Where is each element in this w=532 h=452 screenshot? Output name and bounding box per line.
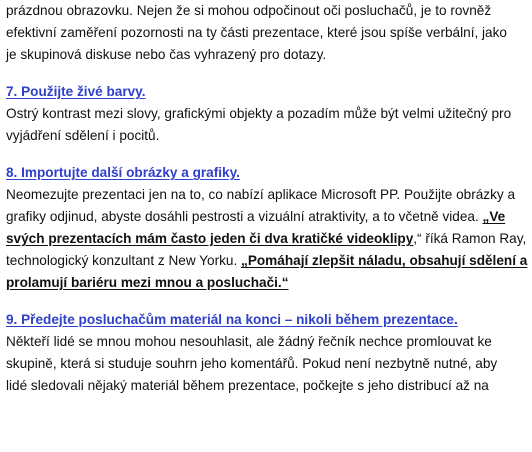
section-8-line-4-text: technologický konzultant z New Yorku.	[6, 253, 242, 268]
section-8-line-2	[6, 206, 526, 228]
quote-start: „Ve	[482, 209, 506, 224]
section-7-line-1: Ostrý kontrast mezi slovy, grafickými objekty a pozadím může být velmi užitečný pro	[6, 106, 512, 121]
section-8-heading: 8. Importujte další obrázky a grafiky.	[6, 165, 240, 180]
section-8-line-3	[6, 228, 526, 250]
intro-line-3: je skupinová diskuse nebo čas vyhrazený pro dotazy.	[6, 47, 327, 62]
section-9-heading: 9. Předejte posluchačům materiál na konci – nikoli během prezentace.	[6, 312, 458, 327]
section-8-line-1: Neomezujte prezentaci jen na to, co nabízí aplikace Microsoft PP. Použijte obrázky a	[6, 187, 516, 202]
quote-mood: „Pomáhají zlepšit náladu, obsahují sdělení a	[241, 253, 528, 268]
section-8-line-3-text: ,“ říká Ramon Ray,	[413, 231, 527, 246]
section-8-line-2-text: grafiky odjinud, abyste dosáhli pestrosti a vizuální atraktivity, a to včetně videa.	[6, 209, 483, 224]
document-page	[6, 0, 526, 397]
intro-line-2: efektivní zaměření pozornosti na ty části prezentace, které jsou spíše verbální, jako	[6, 25, 507, 40]
section-8-line-5	[6, 272, 526, 294]
quote-barrier: prolamují bariéru mezi mnou a posluchači.“	[6, 275, 289, 290]
section-7-line-2: vyjádření sdělení i pocitů.	[6, 128, 160, 143]
section-9-line-3: lidé sledovali nějaký materiál během prezentace, počkejte s jeho distribucí až na	[6, 378, 489, 393]
section-7-heading: 7. Použijte živé barvy.	[6, 84, 146, 99]
quote-video-clips: svých prezentacích mám často jeden či dva kratičké videoklipy	[6, 231, 414, 246]
section-9-line-1: Někteří lidé se mnou mohou nesouhlasit, ale žádný řečník nechce promlouvat ke	[6, 334, 492, 349]
section-8-line-4	[6, 250, 526, 272]
section-9-line-2: skupině, která si studuje souhrn jeho komentářů. Pokud není nezbytně nutné, aby	[6, 356, 498, 371]
intro-line-1: prázdnou obrazovku. Nejen že si mohou odpočinout oči posluchačů, je to rovněž	[6, 3, 492, 18]
